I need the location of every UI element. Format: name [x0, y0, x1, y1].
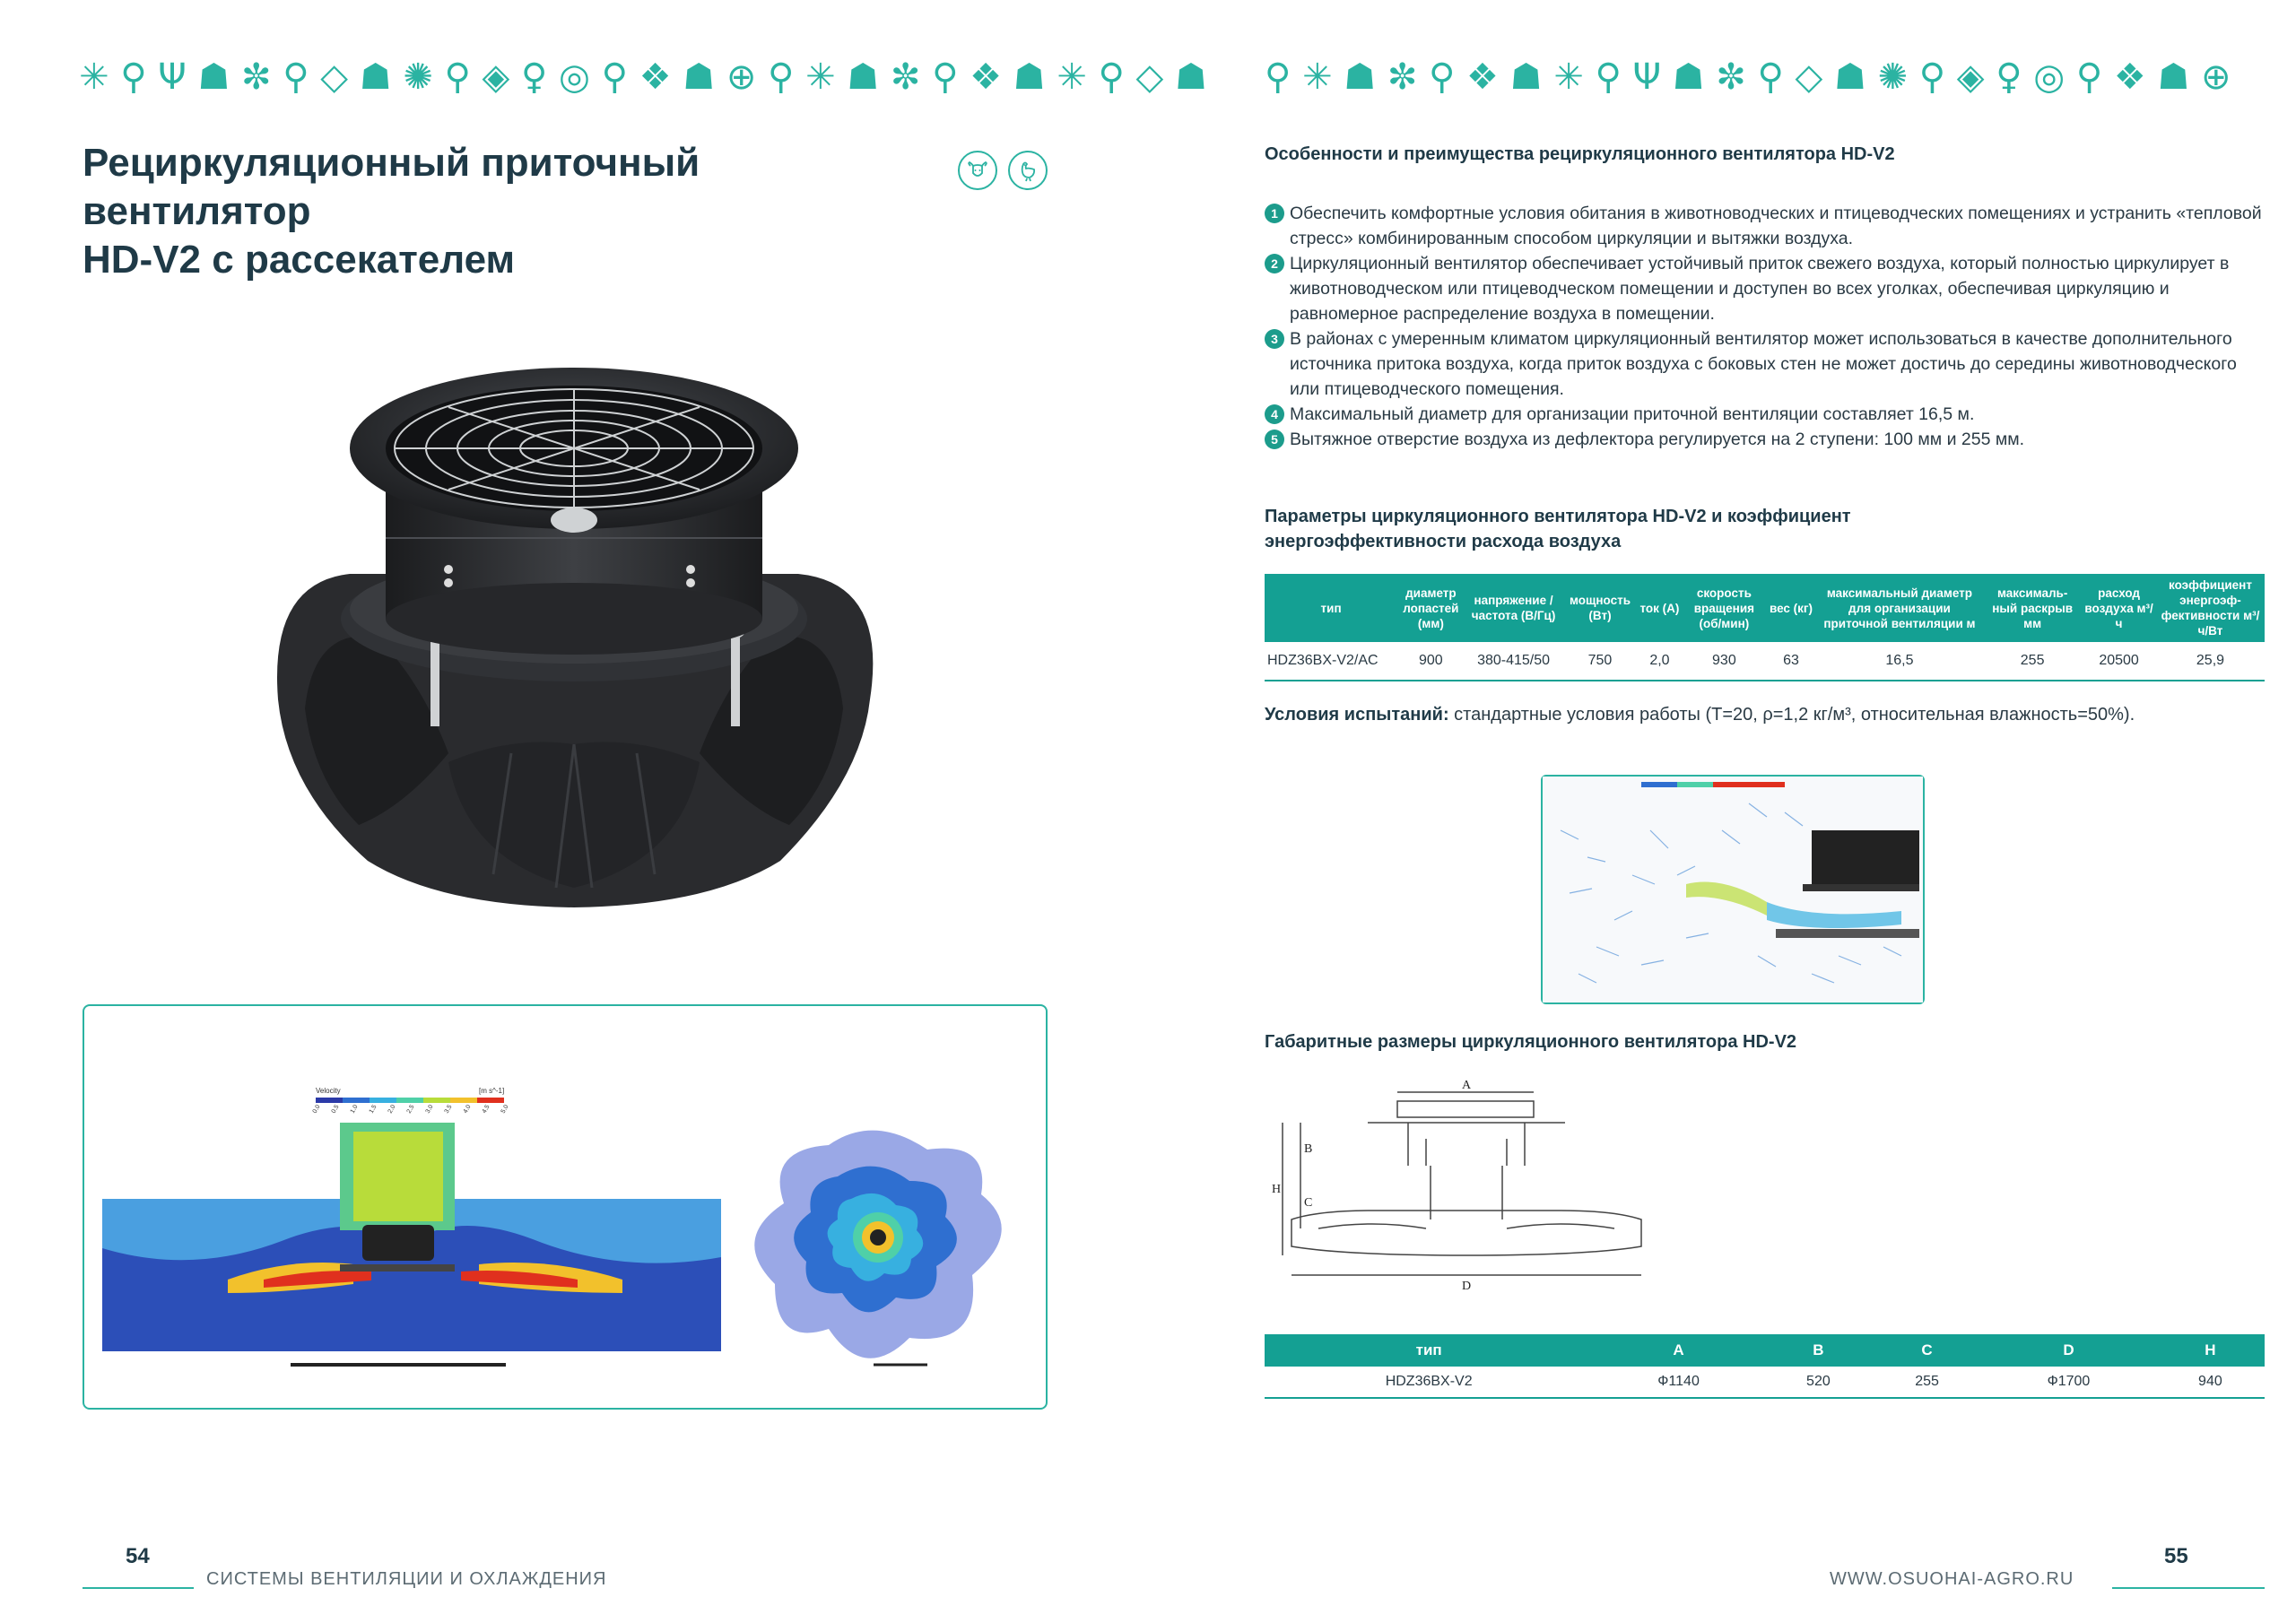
- footer-text-left: СИСТЕМЫ ВЕНТИЛЯЦИИ И ОХЛАЖДЕНИЯ: [206, 1569, 607, 1589]
- params-col-header: ток (А): [1637, 574, 1682, 642]
- feature-item: [1265, 427, 2265, 452]
- params-col-header: тип: [1265, 574, 1397, 642]
- table-cell: Ф1700: [1981, 1367, 2156, 1398]
- params-col-header: коэффициент энергоэф-фективности м³/ч/Вт: [2156, 574, 2265, 642]
- sim-legend-tick: 1.0: [349, 1104, 360, 1115]
- cfd-simulation-figure: [83, 1004, 1048, 1410]
- sim-legend-tick: 1.5: [368, 1104, 378, 1115]
- page-title: [83, 139, 908, 284]
- dims-col-header: D: [1981, 1334, 2156, 1367]
- table-cell: 2,0: [1637, 642, 1682, 681]
- dimensions-table: [1265, 1334, 2265, 1399]
- table-cell: 940: [2156, 1367, 2265, 1398]
- table-cell: Ф1140: [1593, 1367, 1764, 1398]
- table-cell: 20500: [2082, 642, 2156, 681]
- sim-legend-tick: 3.5: [443, 1104, 454, 1115]
- drawing-label-b: B: [1304, 1142, 1313, 1156]
- test-conditions: [1265, 705, 2135, 725]
- cow-icon: [958, 151, 997, 190]
- features-heading: Особенности и преимущества рециркуляционного вентилятора HD-V2: [1265, 144, 1895, 164]
- feature-text: Циркуляционный вентилятор обеспечивает устойчивый приток свежего воздуха, который полностью циркулирует в животноводческом или птицеводческом помещении и доступен во всех уголках, обеспечивая циркуляцию и равномерное распределение воздуха в помещении.: [1290, 254, 2230, 324]
- table-cell: HDZ36BX-V2/AC: [1265, 642, 1397, 681]
- feature-item: [1265, 326, 2265, 402]
- dims-heading: Габаритные размеры циркуляционного вентилятора HD-V2: [1265, 1032, 1797, 1052]
- feature-number: 4: [1265, 404, 1284, 424]
- feature-number: 5: [1265, 430, 1284, 449]
- sim-legend-tick: 4.0: [462, 1104, 473, 1115]
- dims-col-header: C: [1873, 1334, 1981, 1367]
- chicken-icon: [1008, 151, 1048, 190]
- table-row: [1265, 1367, 2265, 1398]
- table-cell: 380-415/50: [1465, 642, 1563, 681]
- footer-line-left: [83, 1587, 194, 1589]
- feature-text: Максимальный диаметр для организации приточной вентиляции составляет 16,5 м.: [1290, 404, 1975, 424]
- sim-legend-tick: 4.5: [481, 1104, 491, 1115]
- sim-legend-tick: 2.0: [387, 1104, 397, 1115]
- sim-legend-tick: 5.0: [500, 1104, 510, 1115]
- page-number-right: 55: [2164, 1544, 2188, 1568]
- footer-url: WWW.OSUOHAI-AGRO.RU: [1830, 1569, 2074, 1589]
- params-col-header: мощность (Вт): [1563, 574, 1638, 642]
- params-col-header: напряжение / частота (В/Гц): [1465, 574, 1563, 642]
- table-cell: 255: [1873, 1367, 1981, 1398]
- feature-text: В районах с умеренным климатом циркуляционный вентилятор может использоваться в качестве дополнительного источника притока воздуха, когда приток воздуха с боковых стен не может достичь до середины животноводческого или птицеводческого помещения.: [1290, 329, 2237, 399]
- table-cell: HDZ36BX-V2: [1265, 1367, 1593, 1398]
- feature-number: 1: [1265, 204, 1284, 223]
- params-col-header: диаметр лопастей (мм): [1397, 574, 1464, 642]
- drawing-label-h: H: [1272, 1183, 1282, 1196]
- feature-item: [1265, 251, 2265, 326]
- sim-legend-tick: 0.0: [311, 1104, 322, 1115]
- dims-col-header: H: [2156, 1334, 2265, 1367]
- table-cell: 930: [1683, 642, 1767, 681]
- params-col-header: максимальный диаметр для организации приточной вентиляции м: [1816, 574, 1983, 642]
- conditions-text: стандартные условия работы (T=20, ρ=1,2 кг/м³, относительная влажность=50%).: [1448, 705, 2135, 725]
- sim-legend-unit: [m s^-1]: [479, 1087, 505, 1095]
- params-heading: [1265, 504, 1851, 554]
- drawing-label-c: C: [1304, 1196, 1313, 1210]
- fan-product-image: [242, 359, 906, 915]
- ornament-border: ⚲ ✳ ☗ ✼ ⚲ ❖ ☗ ✳ ⚲ Ψ ☗ ✼ ⚲ ◇ ☗ ✺ ⚲ ◈ ♀ ◎ ⚲ ❖ ☗ ⊕: [1265, 56, 2231, 98]
- feature-text: Вытяжное отверстие воздуха из дефлектора регулируется на 2 ступени: 100 мм и 255 мм.: [1290, 430, 2025, 449]
- feature-item: [1265, 201, 2265, 251]
- right-page: [1148, 0, 2296, 1623]
- table-cell: 255: [1983, 642, 2082, 681]
- features-list: [1265, 201, 2265, 452]
- dims-col-header: B: [1764, 1334, 1873, 1367]
- airflow-vector-image: [1541, 775, 1925, 1004]
- params-heading-line-2: энергоэффективности расхода воздуха: [1265, 532, 1622, 551]
- sim-legend-title: Velocity: [316, 1087, 341, 1095]
- feature-number: 3: [1265, 329, 1284, 349]
- title-line-2: HD-V2 с рассекателем: [83, 238, 516, 282]
- sim-legend-tick: 0.5: [330, 1104, 341, 1115]
- table-cell: 16,5: [1816, 642, 1983, 681]
- footer-line-right: [2112, 1587, 2265, 1589]
- params-col-header: максималь-ный раскрыв мм: [1983, 574, 2082, 642]
- table-row: [1265, 642, 2265, 681]
- feature-number: 2: [1265, 254, 1284, 273]
- params-header-row: [1265, 574, 2265, 642]
- params-col-header: расход воздуха м³/ч: [2082, 574, 2156, 642]
- sim-legend-tick: 3.0: [424, 1104, 435, 1115]
- feature-item: [1265, 402, 2265, 427]
- params-col-header: скорость вращения (об/мин): [1683, 574, 1767, 642]
- ornament-border: ✳ ⚲ Ψ ☗ ✼ ⚲ ◇ ☗ ✺ ⚲ ◈ ♀ ◎ ⚲ ❖ ☗ ⊕ ⚲ ✳ ☗ ✼ ⚲ ❖ ☗ ✳ ⚲ ◇ ☗: [79, 56, 1207, 98]
- conditions-label: Условия испытаний:: [1265, 705, 1449, 725]
- feature-text: Обеспечить комфортные условия обитания в животноводческих и птицеводческих помещениях и устранить «тепловой стресс» комбинированным способом циркуляции и вытяжки воздуха.: [1290, 204, 2262, 248]
- dimensions-drawing: [1265, 1076, 1821, 1309]
- page-number-left: 54: [126, 1544, 150, 1568]
- title-line-1: Рециркуляционный приточный вентилятор: [83, 141, 700, 233]
- sim-legend-tick: 2.5: [405, 1104, 416, 1115]
- table-cell: 750: [1563, 642, 1638, 681]
- table-cell: 25,9: [2156, 642, 2265, 681]
- drawing-label-a: A: [1462, 1079, 1472, 1092]
- animal-icons: [958, 151, 1048, 190]
- params-heading-line-1: Параметры циркуляционного вентилятора HD-V2 и коэффициент: [1265, 507, 1851, 526]
- dims-header-row: [1265, 1334, 2265, 1367]
- table-cell: 520: [1764, 1367, 1873, 1398]
- table-cell: 900: [1397, 642, 1464, 681]
- dims-col-header: тип: [1265, 1334, 1593, 1367]
- drawing-label-d: D: [1462, 1280, 1472, 1293]
- params-col-header: вес (кг): [1766, 574, 1816, 642]
- table-cell: 63: [1766, 642, 1816, 681]
- dims-col-header: A: [1593, 1334, 1764, 1367]
- params-table: [1265, 574, 2265, 681]
